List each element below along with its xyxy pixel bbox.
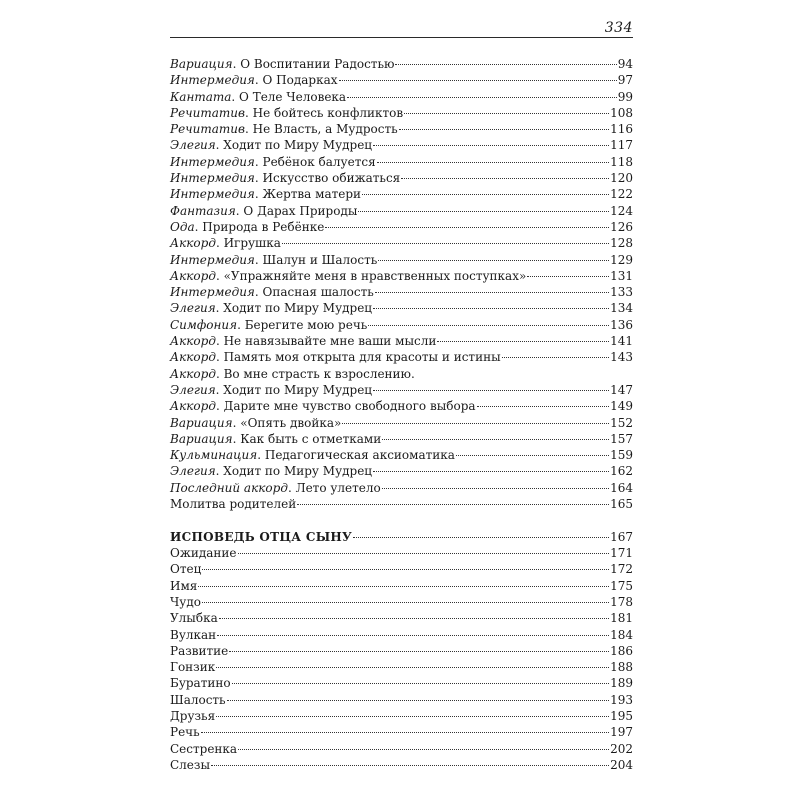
dot-leader	[202, 602, 609, 603]
entry-text: . О Воспитании Радостью	[232, 57, 395, 71]
entry-title	[170, 89, 346, 105]
entry-text: Развитие	[170, 643, 229, 658]
entry-text: Молитва родителей	[170, 497, 297, 512]
section-gap	[170, 512, 633, 529]
dot-leader	[353, 537, 609, 538]
entry-title	[170, 610, 218, 626]
entry-title	[170, 105, 403, 121]
toc-entry[interactable]	[170, 692, 633, 708]
entry-genre-label: Интермедия	[170, 285, 255, 300]
entry-genre-label: Фантазия	[170, 203, 236, 218]
dot-leader	[373, 308, 609, 309]
entry-genre-label: Ода	[170, 219, 195, 234]
entry-genre-label: Элегия	[170, 382, 216, 397]
entry-title	[170, 757, 210, 773]
entry-page-number: 120	[610, 171, 633, 186]
toc-entry[interactable]	[170, 170, 633, 186]
entry-title	[170, 268, 526, 284]
toc-entry[interactable]	[170, 398, 633, 414]
dot-leader	[202, 569, 609, 570]
dot-leader	[216, 667, 609, 668]
entry-text: Имя	[170, 578, 198, 593]
entry-title	[170, 252, 377, 268]
entry-page-number: 128	[610, 236, 633, 251]
toc-entry[interactable]	[170, 105, 633, 121]
entry-title	[170, 692, 226, 708]
entry-page-number: 164	[610, 480, 633, 495]
entry-page-number: 147	[610, 382, 633, 397]
toc-entry[interactable]	[170, 366, 633, 382]
entry-title	[170, 284, 374, 300]
entry-text: . Ребёнок балуется	[254, 154, 376, 169]
entry-page-number: 202	[610, 741, 633, 756]
toc-entry[interactable]	[170, 741, 633, 757]
entry-title	[170, 366, 415, 382]
entry-title	[170, 561, 201, 577]
toc-entry[interactable]	[170, 757, 633, 773]
entry-title	[170, 398, 476, 414]
entry-page-number: 162	[610, 464, 633, 479]
entry-text: . О Дарах Природы	[235, 203, 358, 218]
entry-title	[170, 675, 231, 691]
toc-entry[interactable]	[170, 659, 633, 675]
dot-leader	[211, 765, 609, 766]
toc-entry[interactable]	[170, 284, 633, 300]
entry-title	[170, 708, 215, 724]
entry-title	[170, 349, 501, 365]
entry-text: . Во мне страсть к взрослению.	[215, 366, 415, 381]
entry-title	[170, 578, 197, 594]
dot-leader	[339, 80, 617, 81]
entry-title	[170, 382, 372, 398]
entry-text: Гонзик	[170, 660, 216, 675]
entry-page-number: 193	[610, 692, 633, 707]
entry-genre-label: Элегия	[170, 138, 216, 153]
entry-page-number: 108	[610, 105, 633, 120]
toc-entry[interactable]	[170, 268, 633, 284]
page-header	[170, 10, 633, 38]
entry-genre-label: Аккорд	[170, 350, 216, 365]
entry-genre-label: Кантата	[170, 89, 232, 104]
entry-page-number: 195	[610, 709, 633, 724]
dot-leader	[229, 651, 609, 652]
section-heading[interactable]	[170, 529, 633, 545]
entry-page-number: 149	[610, 399, 633, 414]
entry-text: . Ходит по Миру Мудрец	[215, 382, 373, 397]
entry-page-number: 134	[610, 301, 633, 316]
entry-page-number: 197	[610, 725, 633, 740]
entry-text: . Не навязывайте мне ваши мысли	[215, 334, 437, 349]
entry-page-number: 141	[610, 334, 633, 349]
dot-leader	[373, 390, 609, 391]
entry-title	[170, 219, 324, 235]
entry-text: . Шалун и Шалость	[254, 252, 378, 267]
entry-genre-label: Речитатив	[170, 105, 245, 120]
entry-title	[170, 300, 372, 316]
dot-leader	[375, 292, 609, 293]
entry-page-number: 152	[610, 415, 633, 430]
toc-entry[interactable]	[170, 89, 633, 105]
toc-entry[interactable]	[170, 496, 633, 512]
entry-title	[170, 447, 455, 463]
entry-page-number: 118	[610, 154, 633, 169]
entry-page-number: 126	[610, 219, 633, 234]
dot-leader	[502, 357, 609, 358]
toc-entry[interactable]	[170, 724, 633, 740]
dot-leader	[527, 276, 609, 277]
entry-page-number: 143	[610, 350, 633, 365]
toc-entry[interactable]	[170, 252, 633, 268]
entry-page-number: 122	[610, 187, 633, 202]
toc-entry[interactable]	[170, 447, 633, 463]
dot-leader	[362, 194, 609, 195]
dot-leader	[373, 145, 609, 146]
page-number: 334	[604, 20, 633, 36]
toc-entry[interactable]	[170, 708, 633, 724]
dot-leader	[217, 635, 609, 636]
dot-leader	[377, 162, 609, 163]
entry-text: . О Подарках	[254, 73, 338, 88]
entry-title	[170, 415, 341, 431]
entry-text: . Память моя открыта для красоты и истины	[215, 350, 501, 365]
entry-text: . Берегите мою речь	[237, 317, 368, 332]
entry-genre-label: Аккорд	[170, 334, 216, 349]
entry-genre-label: Аккорд	[170, 268, 216, 283]
entry-page-number: 189	[610, 676, 633, 691]
dot-leader	[219, 618, 609, 619]
entry-page-number: 184	[610, 627, 633, 642]
entry-page-number: 171	[610, 546, 633, 561]
toc-entry[interactable]	[170, 186, 633, 202]
entry-text: . Не бойтесь конфликтов	[245, 105, 404, 120]
entry-title	[170, 72, 338, 88]
entry-title	[170, 203, 357, 219]
toc-entry[interactable]	[170, 431, 633, 447]
entry-text: . Не Власть, а Мудрость	[245, 122, 398, 137]
entry-text: Друзья	[170, 709, 216, 724]
entry-genre-label: Вариация	[170, 415, 233, 430]
toc-entry[interactable]	[170, 627, 633, 643]
toc-entry[interactable]	[170, 219, 633, 235]
toc-entry[interactable]	[170, 463, 633, 479]
entry-text: . Жертва матери	[254, 187, 362, 202]
entry-page-number: 178	[610, 595, 633, 609]
entry-title	[170, 333, 436, 349]
dot-leader	[399, 129, 609, 130]
entry-text: Ожидание	[170, 546, 237, 561]
entry-text: . Ходит по Миру Мудрец	[215, 464, 373, 479]
entry-page-number: 99	[617, 89, 633, 104]
entry-text: . Ходит по Миру Мудрец	[215, 301, 373, 316]
entry-text: . О Теле Человека	[231, 89, 347, 104]
dot-leader	[437, 341, 609, 342]
table-of-contents	[170, 56, 633, 773]
toc-entry[interactable]	[170, 594, 633, 610]
entry-text: . Природа в Ребёнке	[194, 219, 325, 234]
entry-page-number: 129	[610, 252, 633, 267]
toc-entry[interactable]	[170, 610, 633, 626]
toc-entry[interactable]	[170, 333, 633, 349]
toc-entry[interactable]	[170, 317, 633, 333]
entry-title	[170, 121, 398, 137]
dot-leader	[373, 471, 609, 472]
entry-title	[170, 56, 394, 72]
entry-genre-label: Вариация	[170, 431, 233, 446]
entry-text: Речь	[170, 725, 200, 740]
dot-leader	[382, 439, 609, 440]
entry-text: . «Опять двойка»	[232, 415, 342, 430]
entry-page-number: 97	[617, 73, 633, 88]
entry-title	[170, 643, 228, 659]
entry-text: . Искусство обижаться	[254, 171, 401, 186]
entry-title	[170, 659, 215, 675]
entry-title	[170, 317, 367, 333]
entry-title	[170, 741, 237, 757]
toc-entry[interactable]	[170, 480, 633, 496]
entry-text: . Лето улетело	[287, 480, 381, 495]
toc-entry[interactable]	[170, 675, 633, 691]
entry-title	[170, 627, 216, 643]
dot-leader	[201, 732, 609, 733]
dot-leader	[378, 260, 609, 261]
entry-genre-label: Речитатив	[170, 122, 245, 137]
entry-text: Шалость	[170, 692, 226, 707]
entry-text: . Игрушка	[215, 236, 281, 251]
toc-entry[interactable]	[170, 72, 633, 88]
entry-page-number: 136	[610, 317, 633, 332]
entry-page-number: 117	[610, 138, 633, 153]
dot-leader	[395, 64, 616, 65]
entry-page-number: 175	[610, 578, 633, 593]
toc-part-2	[170, 545, 633, 773]
entry-text: Улыбка	[170, 611, 218, 626]
toc-entry[interactable]	[170, 545, 633, 561]
dot-leader	[382, 488, 609, 489]
entry-page-number: 181	[610, 611, 633, 626]
toc-entry[interactable]	[170, 137, 633, 153]
toc-entry[interactable]	[170, 561, 633, 577]
entry-title	[170, 594, 201, 610]
entry-title	[170, 496, 296, 512]
section-heading-title: ИСПОВЕДЬ ОТЦА СЫНУ	[170, 529, 353, 544]
entry-page-number: 186	[610, 643, 633, 658]
toc-entry[interactable]	[170, 235, 633, 251]
entry-title	[170, 724, 200, 740]
entry-title	[170, 545, 237, 561]
entry-genre-label: Элегия	[170, 464, 216, 479]
entry-genre-label: Интермедия	[170, 171, 255, 186]
entry-page-number: 131	[610, 268, 633, 283]
entry-title	[170, 480, 381, 496]
dot-leader	[404, 113, 609, 114]
entry-title	[170, 186, 361, 202]
dot-leader	[297, 504, 609, 505]
toc-entry[interactable]	[170, 382, 633, 398]
entry-genre-label: Интермедия	[170, 73, 255, 88]
dot-leader	[216, 716, 609, 717]
toc-entry[interactable]	[170, 121, 633, 137]
entry-genre-label: Интермедия	[170, 252, 255, 267]
toc-part-1	[170, 56, 633, 512]
dot-leader	[347, 97, 617, 98]
entry-genre-label: Элегия	[170, 301, 216, 316]
entry-page-number: 133	[610, 285, 633, 300]
toc-entry[interactable]	[170, 578, 633, 594]
entry-text: Вулкан	[170, 627, 217, 642]
entry-page-number: 157	[610, 431, 633, 446]
entry-title	[170, 463, 372, 479]
entry-page-number: 116	[610, 122, 633, 137]
entry-title	[170, 170, 400, 186]
entry-title	[170, 154, 376, 170]
entry-genre-label: Кульминация	[170, 448, 258, 463]
entry-text: . Опасная шалость	[254, 285, 374, 300]
entry-genre-label: Вариация	[170, 57, 233, 71]
entry-title	[170, 137, 372, 153]
entry-text: Буратино	[170, 676, 231, 691]
entry-genre-label: Симфония	[170, 317, 238, 332]
entry-text: Чудо	[170, 595, 201, 609]
entry-page-number: 159	[610, 448, 633, 463]
dot-leader	[401, 178, 609, 179]
dot-leader	[198, 586, 609, 587]
entry-page-number: 204	[610, 757, 633, 772]
entry-genre-label: Интермедия	[170, 187, 255, 202]
section-heading-page: 167	[610, 529, 633, 544]
entry-text: . Педагогическая аксиоматика	[257, 448, 455, 463]
dot-leader	[227, 700, 610, 701]
entry-page-number: 172	[610, 562, 633, 577]
dot-leader	[342, 423, 609, 424]
entry-page-number: 124	[610, 203, 633, 218]
dot-leader	[456, 455, 609, 456]
entry-title	[170, 235, 281, 251]
toc-entry[interactable]	[170, 56, 633, 72]
toc-entry[interactable]	[170, 154, 633, 170]
entry-text: Отец	[170, 562, 202, 577]
entry-text: Сестренка	[170, 741, 238, 756]
entry-title	[170, 431, 381, 447]
entry-text: . Дарите мне чувство свободного выбора	[215, 399, 476, 414]
dot-leader	[358, 211, 609, 212]
entry-genre-label: Аккорд	[170, 399, 216, 414]
entry-page-number: 188	[610, 660, 633, 675]
entry-text: . Ходит по Миру Мудрец	[215, 138, 373, 153]
toc-entry[interactable]	[170, 300, 633, 316]
entry-page-number: 165	[610, 497, 633, 512]
toc-entry[interactable]	[170, 349, 633, 365]
dot-leader	[477, 406, 610, 407]
dot-leader	[368, 325, 609, 326]
entry-text: Слезы	[170, 757, 211, 772]
dot-leader	[238, 749, 609, 750]
entry-genre-label: Интермедия	[170, 154, 255, 169]
entry-text: . «Упражняйте меня в нравственных поступках»	[215, 268, 527, 283]
dot-leader	[325, 227, 609, 228]
toc-entry[interactable]	[170, 203, 633, 219]
entry-genre-label: Аккорд	[170, 366, 216, 381]
entry-genre-label: Последний аккорд	[170, 480, 288, 495]
dot-leader	[238, 553, 610, 554]
entry-genre-label: Аккорд	[170, 236, 216, 251]
dot-leader	[282, 243, 609, 244]
entry-page-number: 94	[617, 57, 633, 71]
toc-entry[interactable]	[170, 643, 633, 659]
dot-leader	[232, 683, 610, 684]
entry-text: . Как быть с отметками	[232, 431, 382, 446]
toc-entry[interactable]	[170, 415, 633, 431]
